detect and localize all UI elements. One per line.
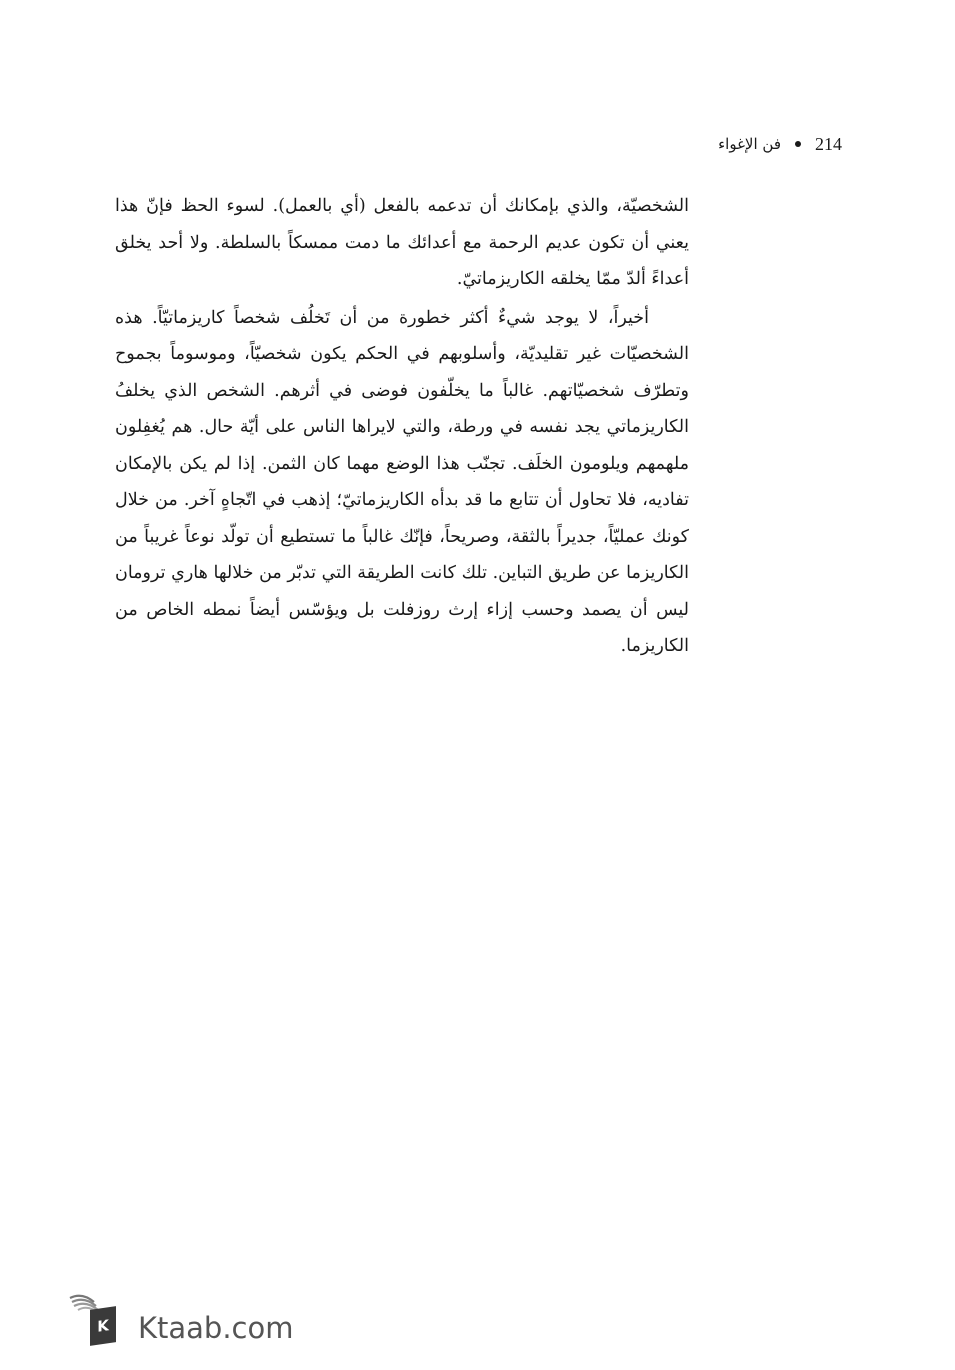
running-header — [718, 134, 842, 154]
body-text — [115, 188, 689, 665]
ktaab-book-icon — [48, 1290, 108, 1350]
logo-text: Ktaab.com — [138, 1311, 294, 1345]
paragraph-2: أخيراً، لا يوجد شيءٌ أكثر خطورة من أن تَخلُف شخصاً كاريزماتيّاً. هذه الشخصيّات غير تقليديّة، وأسلوبهم في الحكم يكون شخصيّاً، وموسوماً بجموح وتطرّف شخصيّاتهم. غالباً ما يخلّفون فوضى في أثرهم. الشخص الذي يخلفُ الكاريزماتي يجد نفسه في ورطة، والتي لايراها الناس على أيّة حال. هم يُغفِلون ملهمهم ويلومون الخلَف. تجنّب هذا الوضع مهما كان الثمن. إذا لم يكن بالإمكان تفاديه، فلا تحاول أن تتابع ما قد بدأه الكاريزماتيّ؛ إذهب في اتّجاهٍ آخر. من خلال كونك عمليّاً، جديراً بالثقة، وصريحاً، فإنّك غالباً ما تستطيع أن تولّد نوعاً غريباً من الكاريزما عن طريق التباين. تلك كانت الطريقة التي تدبّر من خلالها هاري ترومان ليس أن يصمد وحسب إزاء إرث روزفلت بل ويؤسّس أيضاً نمطه الخاص من الكاريزما. — [115, 307, 689, 656]
logo-letter: K — [97, 1316, 109, 1336]
ktaab-logo[interactable] — [48, 1290, 294, 1350]
page-number: 214 — [815, 134, 842, 154]
logo-book-cover — [90, 1306, 116, 1346]
bullet-icon — [795, 141, 801, 147]
paragraph-1: الشخصيّة، والذي بإمكانك أن تدعمه بالفعل (أي بالعمل). لسوء الحظ فإنّ هذا يعني أن تكون عديم الرحمة مع أعدائك ما دمت ممسكاً بالسلطة. ولا أحد يخلق أعداءً ألدّ ممّا يخلقه الكاريزماتيّ. — [115, 196, 689, 289]
book-title: فن الإغواء — [718, 135, 781, 153]
